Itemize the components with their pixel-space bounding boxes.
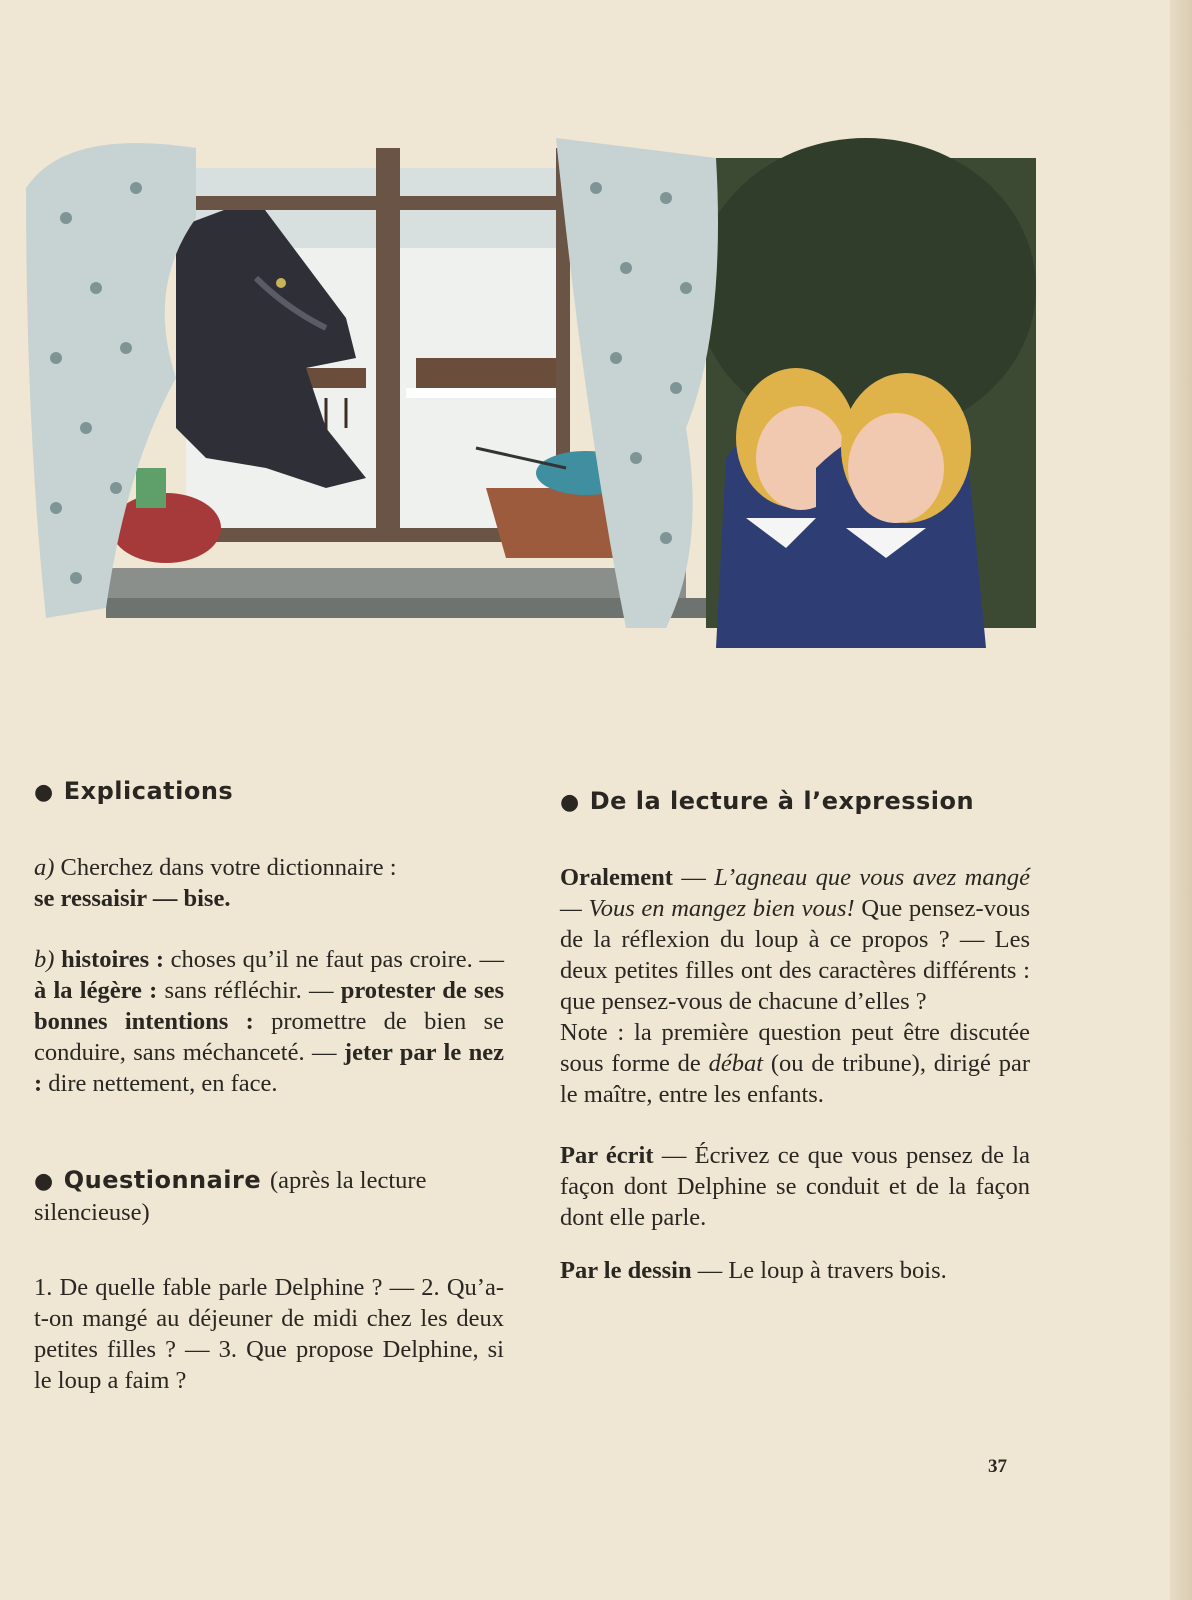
expression-note: Note : la première question peut être discutée sous forme de débat (ou de tribune), dirigé par le maître, entre les enfants. — [560, 1019, 1030, 1108]
page-edge — [1170, 0, 1192, 1600]
right-column — [560, 786, 1030, 1286]
page-number: 37 — [988, 1456, 1007, 1477]
wolf-window-illustration-icon — [26, 128, 1036, 658]
left-column — [34, 776, 504, 1396]
questionnaire-heading: ● Questionnaire (après la lecture silencieuse) — [34, 1166, 427, 1226]
expression-heading: ● De la lecture à l’expression — [560, 787, 975, 815]
explications-a: a) Cherchez dans votre dictionnaire : se ressaisir — bise. — [34, 854, 397, 912]
questionnaire-text: 1. De quelle fable parle Delphine ? — 2. Qu’a-t-on mangé au déjeuner de midi chez les deux petites filles ? — 3. Que propose Delphine, si le loup a faim ? — [34, 1274, 504, 1394]
explications-b: b) histoires : choses qu’il ne faut pas croire. — à la légère : sans réfléchir. — protester de ses bonnes intentions : promettre de bien se conduire, sans méchanceté. — jeter par le nez : dire nettement, en face. — [34, 946, 504, 1097]
expression-dessin: Par le dessin — Le loup à travers bois. — [560, 1257, 947, 1284]
explications-heading: ● Explications — [34, 777, 234, 805]
expression-oral: Oralement — L’agneau que vous avez mangé — Vous en mangez bien vous! Que pensez-vous de la réflexion du loup à ce propos ? — Les deux petites filles ont des caractères différents : que pensez-vous de chacune d’elles ? — [560, 864, 1031, 1015]
expression-ecrit: Par écrit — Écrivez ce que vous pensez de la façon dont Delphine se conduit et de la façon dont elle parle. — [560, 1142, 1030, 1231]
